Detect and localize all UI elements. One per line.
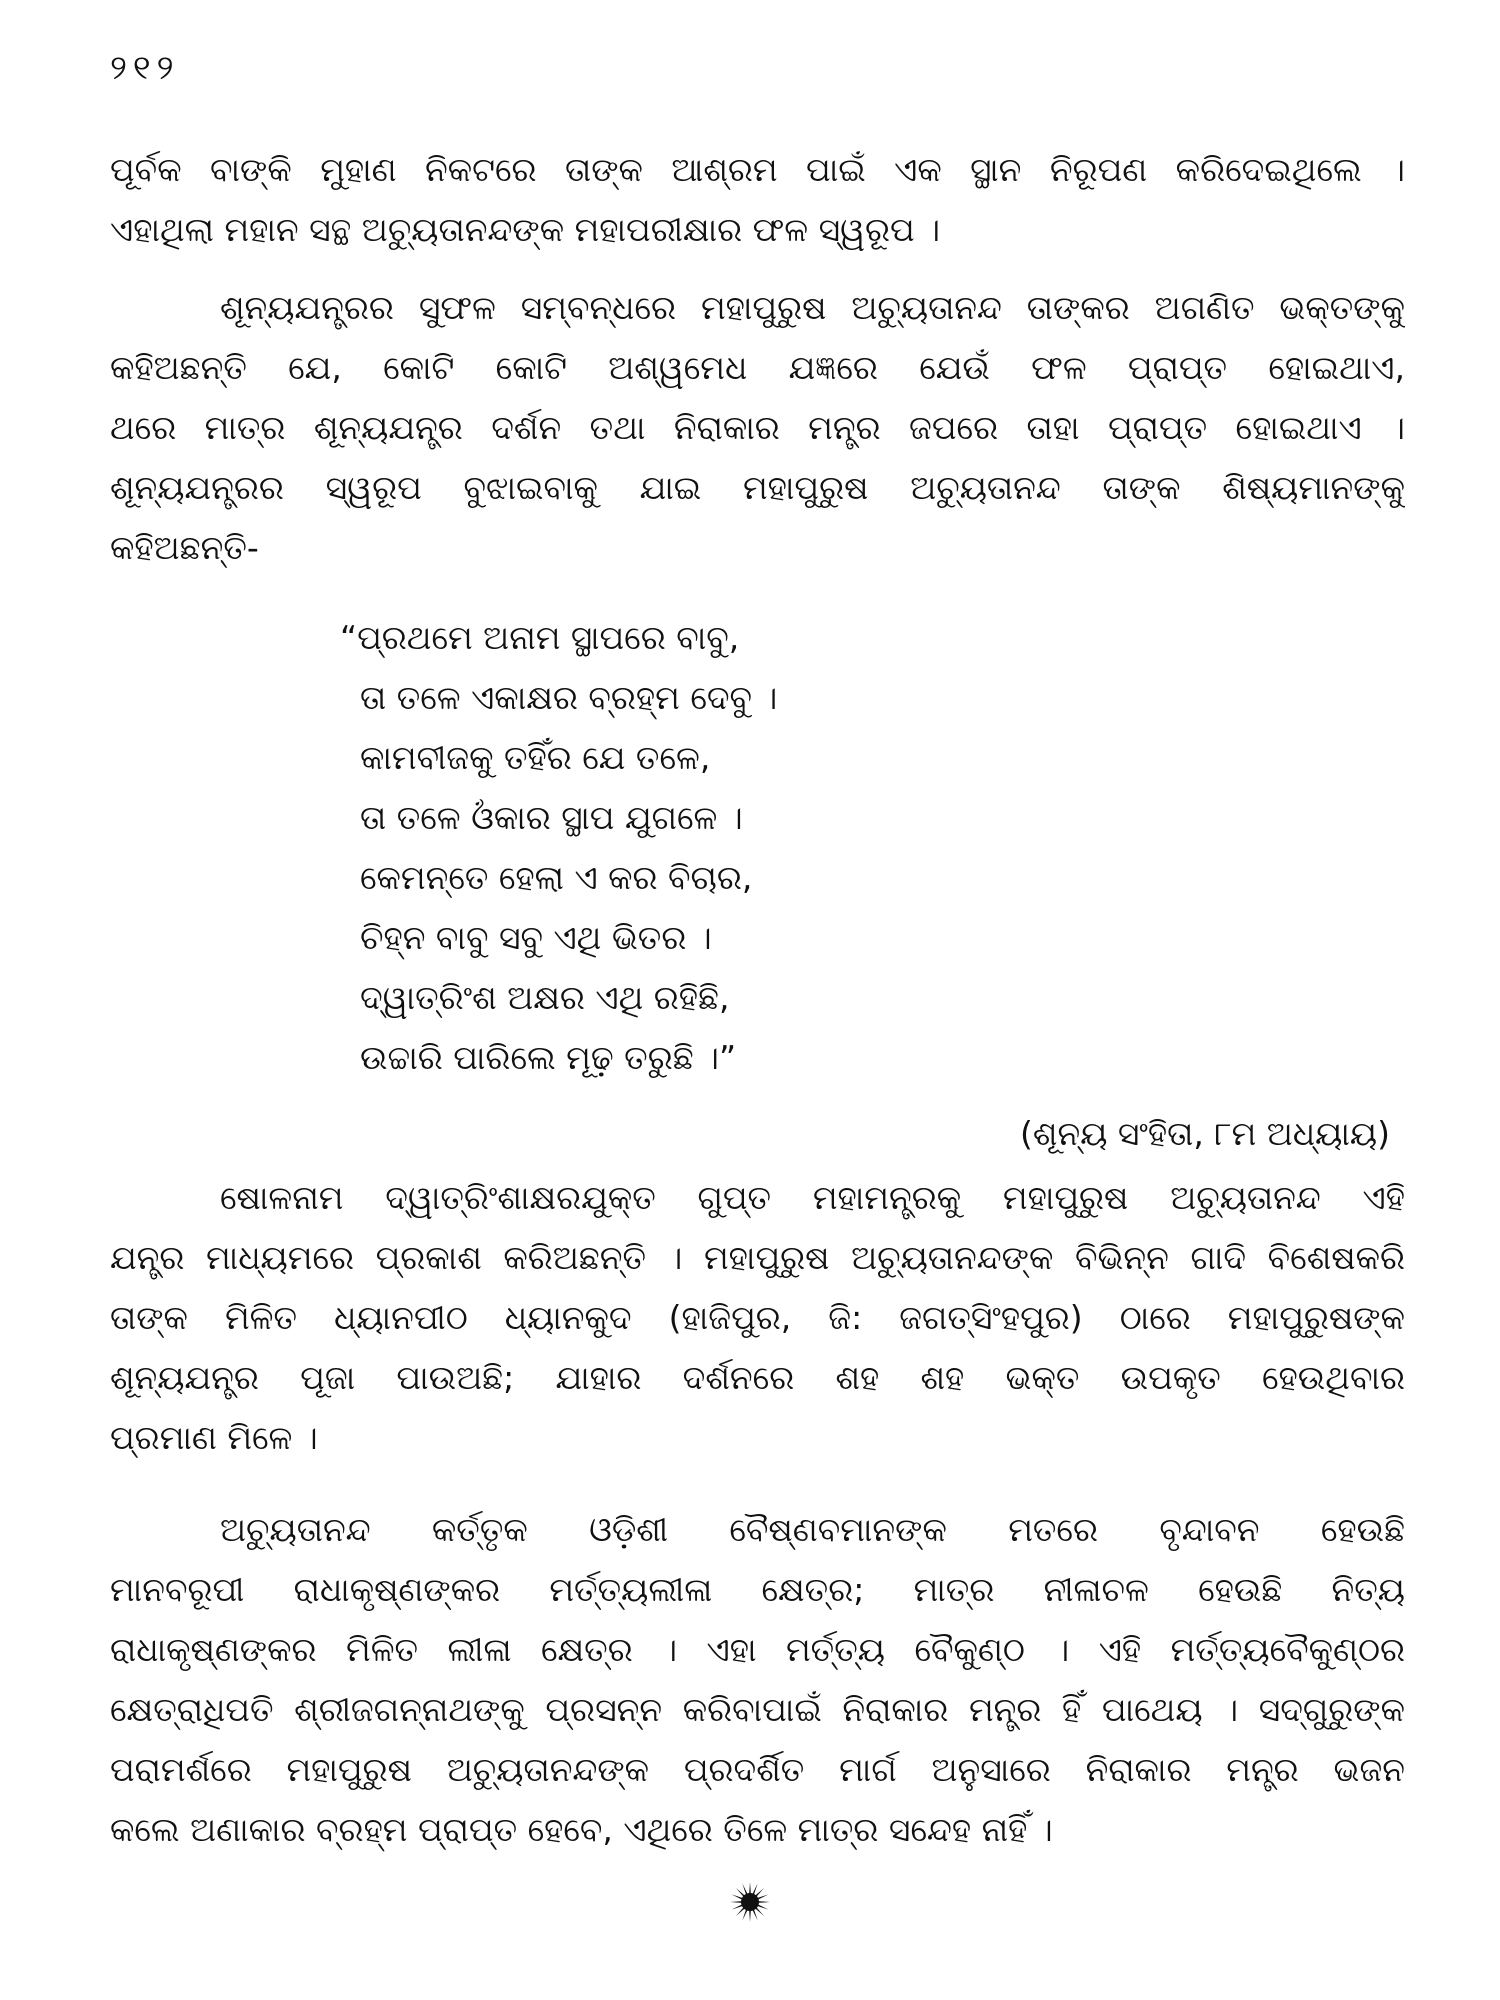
ornament-ray [732, 1894, 743, 1899]
verse-line: ତା ତଳେ ଓଁକାର ସ୍ଥାପ ଯୁଗଳେ । [360, 798, 743, 837]
paragraph-3 [110, 1168, 1405, 1468]
paragraph-line: କହିଅଛନ୍ତି ଯେ, କୋଟି କୋଟି ଅଶ୍ୱମେଧ ଯଜ୍ଞରେ ଯେଉଁ ଫଳ ପ୍ରାପ୍ତ ହୋଇଥାଏ, [110, 348, 1405, 387]
verse-line: “ପ୍ରଥମେ ଅନାମ ସ୍ଥାପରେ ବାବୁ, [340, 618, 740, 657]
paragraph-line: ଶୂନ୍ୟଯନ୍ତ୍ର ପୂଜା ପାଉଅଛି; ଯାହାର ଦର୍ଶନରେ ଶହ ଶହ ଭକ୍ତ ଉପକୃତ ହେଉଥିବାର [110, 1358, 1405, 1397]
ornament-ray [757, 1894, 768, 1899]
ornament-ray [752, 1909, 757, 1920]
ornament-ray [749, 1882, 751, 1894]
paragraph-1 [110, 140, 1405, 260]
paragraph-line: ପ୍ରମାଣ ମିଳେ । [110, 1418, 318, 1457]
ornament-ray [736, 1907, 745, 1916]
paragraph-line: ପୂର୍ବକ ବାଙ୍କି ମୁହାଣ ନିକଟରେ ତାଙ୍କ ଆଶ୍ରମ ପାଇଁ ଏକ ସ୍ଥାନ ନିରୂପଣ କରିଦେଇଥିଲେ । [110, 150, 1405, 189]
paragraph-line: ରାଧାକୃଷ୍ଣଙ୍କର ମିଳିତ ଲୀଳା କ୍ଷେତ୍ର । ଏହା ମର୍ତ୍ତ୍ୟ ବୈକୁଣ୍ଠ । ଏହି ମର୍ତ୍ତ୍ୟବୈକୁଣ୍ଠର [110, 1630, 1405, 1669]
paragraph-line: ଶୂନ୍ୟଯନ୍ତ୍ରର ସୁଫଳ ସମ୍ବନ୍ଧରେ ମହାପୁରୁଷ ଅଚ୍ୟୁତାନନ୍ଦ ତାଙ୍କର ଅଗଣିତ ଭକ୍ତଙ୍କୁ [220, 288, 1405, 327]
verse-quotation [340, 608, 778, 1088]
ornament-ray [758, 1901, 770, 1903]
ornament-ray [742, 1884, 747, 1895]
paragraph-line: ଏହାଥିଲା ମହାନ ସନ୍ଥ ଅଚ୍ୟୁତାନନ୍ଦଙ୍କ ମହାପରୀକ୍ଷାର ଫଳ ସ୍ୱରୂପ । [110, 210, 941, 249]
paragraph-line: ତାଙ୍କ ମିଳିତ ଧ୍ୟାନପୀଠ ଧ୍ୟାନକୁଦ (ହାଜିପୁର, ଜି: ଜଗତ୍‌ସିଂହପୁର) ଠାରେ ମହାପୁରୁଷଙ୍କ [110, 1298, 1405, 1337]
verse-line: କେମନ୍ତେ ହେଲା ଏ କର ବିଚାର, [360, 858, 753, 897]
ornament-ray [757, 1904, 768, 1909]
paragraph-line: ଶୂନ୍ୟଯନ୍ତ୍ରର ସ୍ୱରୂପ ବୁଝାଇବାକୁ ଯାଇ ମହାପୁରୁଷ ଅଚ୍ୟୁତାନନ୍ଦ ତାଙ୍କ ଶିଷ୍ୟମାନଙ୍କୁ [110, 468, 1405, 507]
sunburst-ornament-icon [728, 1880, 772, 1924]
paragraph-line: ଥରେ ମାତ୍ର ଶୂନ୍ୟଯନ୍ତ୍ର ଦର୍ଶନ ତଥା ନିରାକାର ମନ୍ତ୍ର ଜପରେ ତାହା ପ୍ରାପ୍ତ ହୋଇଥାଏ । [110, 408, 1405, 447]
ornament-ray [742, 1909, 747, 1920]
paragraph-line: କଲେ ଅଣାକାର ବ୍ରହ୍ମ ପ୍ରାପ୍ତ ହେବେ, ଏଥିରେ ତିଳେ ମାତ୍ର ସନ୍ଦେହ ନାହିଁ । [110, 1810, 1053, 1849]
paragraph-line: କହିଅଛନ୍ତି- [110, 528, 259, 567]
ornament-ray [749, 1910, 751, 1922]
verse-line: ଦ୍ୱାତ୍ରିଂଶ ଅକ୍ଷର ଏଥି ରହିଛି, [360, 978, 730, 1017]
paragraph-line: କ୍ଷେତ୍ରାଧିପତି ଶ୍ରୀଜଗନ୍ନାଥଙ୍କୁ ପ୍ରସନ୍ନ କରିବାପାଇଁ ନିରାକାର ମନ୍ତ୍ର ହିଁ ପାଥେୟ । ସଦ୍‌ଗୁରୁଙ୍କ [110, 1690, 1405, 1729]
paragraph-line: ମାନବରୂପୀ ରାଧାକୃଷ୍ଣଙ୍କର ମର୍ତ୍ତ୍ୟଲୀଳା କ୍ଷେତ୍ର; ମାତ୍ର ନୀଳାଚଳ ହେଉଛି ନିତ୍ୟ [110, 1570, 1405, 1609]
verse-line: ଚିହ୍ନ ବାବୁ ସବୁ ଏଥି ଭିତର । [360, 918, 712, 957]
paragraph-line: ପରାମର୍ଶରେ ମହାପୁରୁଷ ଅଚ୍ୟୁତାନନ୍ଦଙ୍କ ପ୍ରଦର୍ଶିତ ମାର୍ଗ ଅନୁସାରେ ନିରାକାର ମନ୍ତ୍ର ଭଜନ [110, 1750, 1405, 1789]
paragraph-4 [110, 1500, 1405, 1860]
ornament-ray [755, 1888, 764, 1897]
ornament-ray [736, 1888, 745, 1897]
paragraph-line: ଯନ୍ତ୍ର ମାଧ୍ୟମରେ ପ୍ରକାଶ କରିଅଛନ୍ତି । ମହାପୁରୁଷ ଅଚ୍ୟୁତାନନ୍ଦଙ୍କ ବିଭିନ୍ନ ଗାଦି ବିଶେଷକରି [110, 1238, 1405, 1277]
ornament-ray [755, 1907, 764, 1916]
paragraph-line: ଅଚ୍ୟୁତାନନ୍ଦ କର୍ତ୍ତୃକ ଓଡ଼ିଶୀ ବୈଷ୍ଣବମାନଙ୍କ ମତରେ ବୃନ୍ଦାବନ ହେଉଛି [220, 1510, 1405, 1549]
verse-line: ତା ତଳେ ଏକାକ୍ଷର ବ୍ରହ୍ମ ଦେବୁ । [360, 678, 778, 717]
ornament-ray [732, 1904, 743, 1909]
verse-line: ଉଚ୍ଚାରି ପାରିଲେ ମୂଢ଼ ତରୁଛି ।” [360, 1038, 737, 1077]
page-number: ୨୧୨ [110, 48, 180, 88]
verse-source-citation: (ଶୂନ୍ୟ ସଂହିତା, ୮ମ ଅଧ୍ୟାୟ) [1020, 1114, 1390, 1153]
paragraph-line: ଷୋଳନାମ ଦ୍ୱାତ୍ରିଂଶାକ୍ଷରଯୁକ୍ତ ଗୁପ୍ତ ମହାମନ୍ତ୍ରକୁ ମହାପୁରୁଷ ଅଚ୍ୟୁତାନନ୍ଦ ଏହି [220, 1178, 1405, 1217]
ornament-ray [752, 1884, 757, 1895]
verse-line: କାମବୀଜକୁ ତହିଁର ଯେ ତଳେ, [360, 738, 711, 777]
ornament-ray [730, 1901, 742, 1903]
paragraph-2 [110, 278, 1405, 578]
